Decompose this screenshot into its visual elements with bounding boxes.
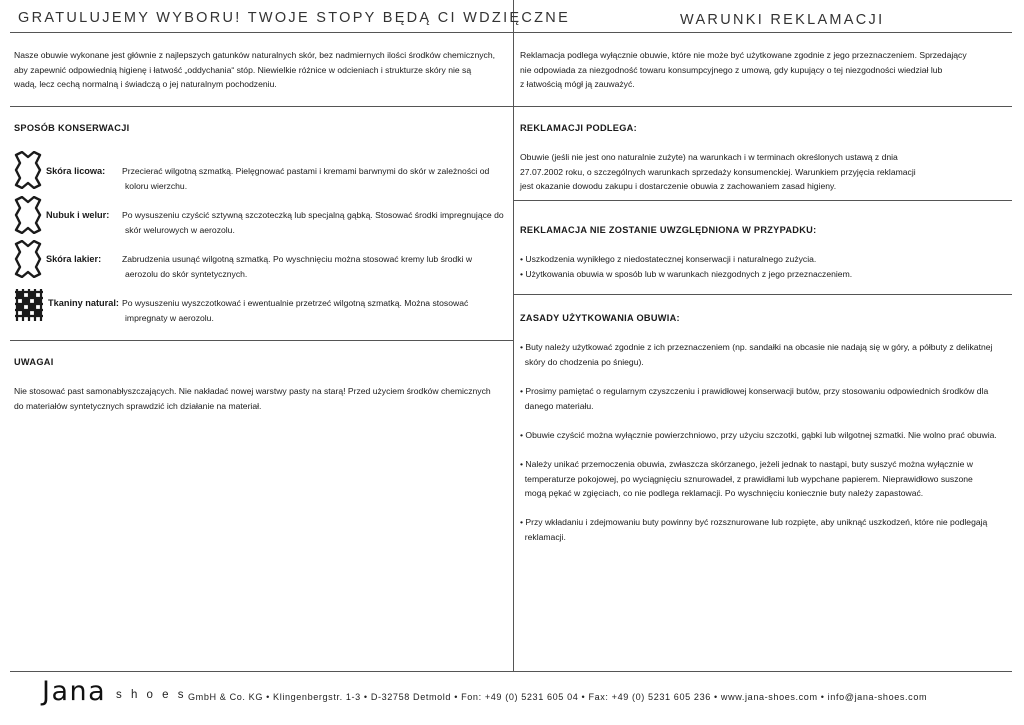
usage-rule-item <box>520 457 1014 501</box>
company-contact: GmbH & Co. KG • Klingenbergstr. 1-3 • D-32758 Detmold • Fon: +49 (0) 5231 605 04 • Fax: +49 (0) 5231 605 236 • www.jana-shoes.com • info@jana-shoes.com <box>188 692 928 702</box>
rule-line: • Należy unikać przemoczenia obuwia, zwłaszcza skórzanego, jeżeli jednak to nastąpi, buty suszyć można wyłącznie w <box>520 459 973 469</box>
complaint-subject-heading: REKLAMACJI PODLEGA: <box>520 123 637 133</box>
woven-textile-icon <box>13 288 45 322</box>
care-label-textile: Tkaniny natural: <box>48 298 119 308</box>
rule-line: reklamacji. <box>520 531 566 542</box>
rule-line: • Buty należy użytkować zgodnie z ich przeznaczeniem (np. sandałki na obcasie nie nadają się w góry, a półbuty z delikatnej <box>520 342 993 352</box>
complaint-rejected-heading: REKLAMACJA NIE ZOSTANIE UWZGLĘDNIONA W PRZYPADKU: <box>520 225 817 235</box>
rule-line: danego materiału. <box>520 400 594 411</box>
care-line: Po wysuszeniu wyszczotkować i ewentualnie przetrzeć wilgotną szmatką. Można stosować <box>122 298 469 308</box>
subject-line: Obuwie (jeśli nie jest ono naturalnie zużyte) na warunkach i w terminach określonych ustawą z dnia <box>520 152 898 162</box>
usage-rules-heading: ZASADY UŻYTKOWANIA OBUWIA: <box>520 313 680 323</box>
brand-logo: Jana <box>42 676 107 707</box>
care-label-grain-leather: Skóra licowa: <box>46 166 106 176</box>
usage-rule-item <box>520 428 1020 443</box>
right-title: WARUNKI REKLAMACJI <box>680 12 885 28</box>
complaint-rejected-list <box>520 252 1010 281</box>
rule-line: temperaturze pokojowej, po wyciągnięciu sznurowadeł, z prawidłami lub wypchane papierem. Nieprawidłowo suszone <box>520 473 973 484</box>
care-line: Po wysuszeniu czyścić sztywną szczoteczką lub specjalną gąbką. Stosować środki impregnujące do <box>122 210 504 220</box>
complaint-subject-text <box>520 150 1010 194</box>
left-title: GRATULUJEMY WYBORU! TWOJE STOPY BĘDĄ CI WDZIĘCZNE <box>18 10 571 26</box>
rule-line: skóry do chodzenia po śniegu). <box>520 356 644 367</box>
leather-hide-icon <box>13 151 43 189</box>
left-section-rule <box>10 340 513 341</box>
left-intro <box>14 48 509 92</box>
right-section-rule <box>513 294 1012 295</box>
left-section-rule <box>10 106 513 107</box>
care-line: Zabrudzenia usunąć wilgotną szmatką. Po wyschnięciu można stosować kremy lub środki w <box>122 254 473 264</box>
care-text-patent-leather <box>122 252 507 281</box>
care-line: aerozolu do skór syntetycznych. <box>125 268 248 279</box>
list-item: • Użytkowania obuwia w sposób lub w warunkach niezgodnych z jego przeznaczeniem. <box>520 268 853 279</box>
care-line: impregnaty w aerozolu. <box>125 312 214 323</box>
usage-rule-item <box>520 515 1014 544</box>
care-label-nubuck: Nubuk i welur: <box>46 210 110 220</box>
care-line: koloru wierzchu. <box>125 180 188 191</box>
care-label-patent-leather: Skóra lakier: <box>46 254 102 264</box>
intro-line: aby zapewnić odpowiednią higienę i łatwość „oddychania“ stóp. Niewielkie różnice w odcieniach i strukturze skóry nie są <box>14 64 472 75</box>
rule-line: mogą pękać w zgięciach, co nie podlega reklamacji. Po wyschnięciu koniecznie buty należy zapastować. <box>520 488 924 499</box>
warning-line: Nie stosować past samonabłyszczających. Nie nakładać nowej warstwy pasty na starą! Przed użyciem środków chemicznych <box>14 386 491 396</box>
right-section-rule <box>513 106 1012 107</box>
care-heading: SPOSÓB KONSERWACJI <box>14 123 130 133</box>
usage-rule-item <box>520 384 1014 413</box>
rule-line: • Przy wkładaniu i zdejmowaniu buty powinny być rozsznurowane lub rozpięte, aby uniknąć uszkodzeń, które nie podlegają <box>520 517 988 527</box>
subject-line: jest okazanie dowodu zakupu i dostarczenie obuwia z zachowaniem zasad higieny. <box>520 181 837 192</box>
warning-line: do materiałów syntetycznych sprawdzić ich działanie na materiał. <box>14 400 262 411</box>
intro-line: nie odpowiada za niezgodność towaru konsumpcyjnego z umową, gdy kupujący o tej niezgodności wiedział lub <box>520 64 943 75</box>
list-item: • Uszkodzenia wynikłego z niedostatecznej konserwacji i naturalnego zużycia. <box>520 254 817 264</box>
care-text-textile <box>122 296 507 325</box>
intro-line: z łatwością mógł ją zauważyć. <box>520 79 635 90</box>
rule-line: • Obuwie czyścić można wyłącznie powierzchniowo, przy użyciu szczotki, gąbki lub wilgotnej szmatki. Nie wolno prać obuwia. <box>520 430 997 440</box>
right-section-rule <box>513 200 1012 201</box>
rule-line: • Prosimy pamiętać o regularnym czyszczeniu i prawidłowej konserwacji butów, przy stosowaniu odpowiednich środków dla <box>520 386 989 396</box>
title-rule <box>10 32 1012 33</box>
intro-line: Nasze obuwie wykonane jest głównie z najlepszych gatunków naturalnych skór, bez nadmiernych ilości środków chemicznych, <box>14 50 496 60</box>
warnings-heading: UWAGAI <box>14 357 54 367</box>
care-text-grain-leather <box>122 164 507 193</box>
leather-hide-icon <box>13 196 43 234</box>
column-divider <box>513 0 514 671</box>
footer-rule <box>10 671 1012 672</box>
subject-line: 27.07.2002 roku, o szczególnych warunkach sprzedaży konsumenckiej. Warunkiem przyjęcia reklamacji <box>520 166 916 177</box>
care-line: skór welurowych w aerozolu. <box>125 224 235 235</box>
right-intro <box>520 48 1010 92</box>
usage-rule-item <box>520 340 1014 369</box>
brand-subtitle: s h o e s <box>116 689 187 701</box>
intro-line: Reklamacja podlega wyłącznie obuwie, które nie może być użytkowane zgodnie z jego przeznaczeniem. Sprzedający <box>520 50 967 60</box>
leather-hide-icon <box>13 240 43 278</box>
care-line: Przecierać wilgotną szmatką. Pielęgnować pastami i kremami barwnymi do skór w zależności od <box>122 166 490 176</box>
care-text-nubuck <box>122 208 507 237</box>
intro-line: wadą, lecz cechą normalną i świadczą o jej naturalnym pochodzeniu. <box>14 79 277 90</box>
warnings-text <box>14 384 509 413</box>
